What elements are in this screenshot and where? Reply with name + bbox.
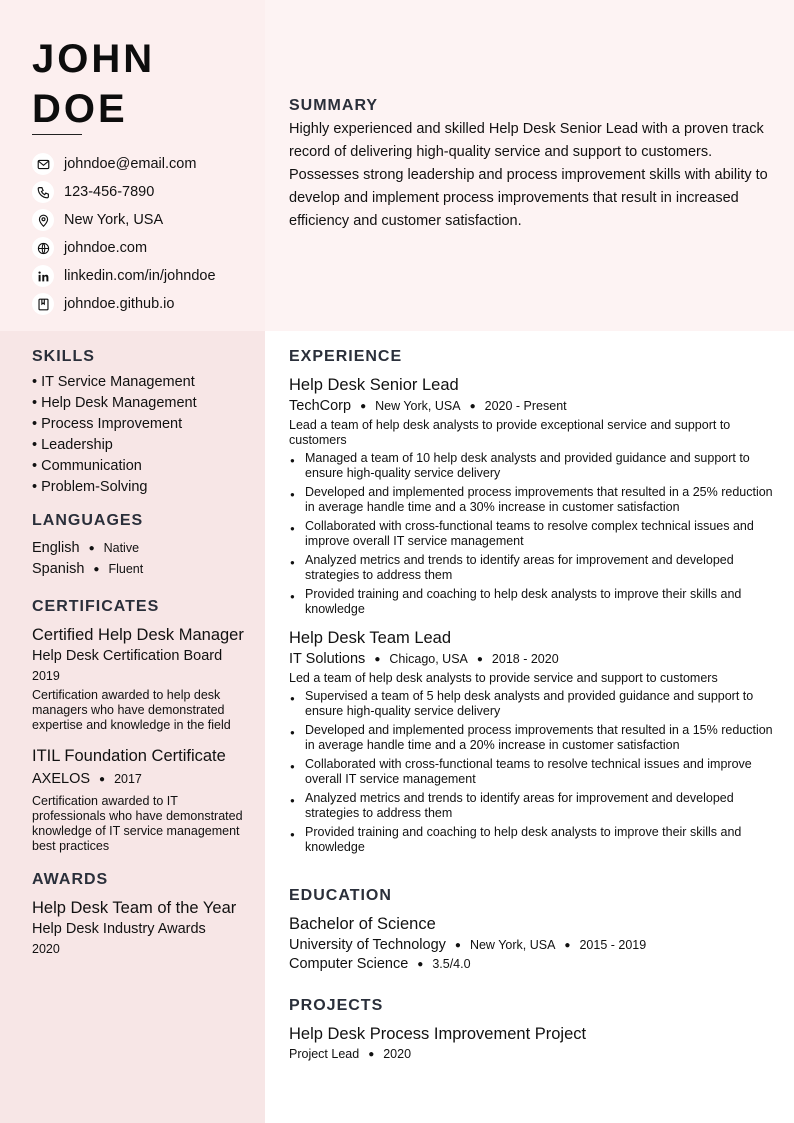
skill-item: • Communication <box>32 458 142 474</box>
certificate-issuer: AXELOS <box>32 771 91 787</box>
job-bullets <box>289 689 773 855</box>
sidebar-content <box>32 348 247 957</box>
certificate-year: 2019 <box>32 669 60 683</box>
job-bullets <box>289 451 773 617</box>
skill-item: • IT Service Management <box>32 374 195 390</box>
certificate-desc: Certification awarded to IT professionals who have demonstrated knowledge of IT service management best practices <box>32 794 243 853</box>
contact-linkedin-text: linkedin.com/in/johndoe <box>64 268 216 284</box>
contact-website-text: johndoe.com <box>64 240 148 256</box>
contact-website[interactable] <box>32 234 262 262</box>
award-title: Help Desk Team of the Year <box>32 899 237 917</box>
languages-title: LANGUAGES <box>32 512 144 529</box>
summary-section <box>289 97 773 233</box>
language-name: Spanish <box>32 561 85 577</box>
job-dates: 2018 - 2020 <box>491 652 559 666</box>
experience-title: EXPERIENCE <box>289 348 403 365</box>
contact-github[interactable] <box>32 290 262 318</box>
experience-section <box>289 348 773 859</box>
certificate-year: 2017 <box>114 772 142 786</box>
phone-icon <box>32 181 54 203</box>
certificate-item <box>32 746 247 854</box>
separator-dot: ● <box>88 543 95 554</box>
linkedin-icon <box>32 265 54 287</box>
separator-dot: ● <box>417 958 424 970</box>
job-bullet: ● Developed and implemented process improvements that resulted in a 15% reduction in average handle time and a 20% increase in customer satisfaction <box>289 723 773 753</box>
award-item <box>32 898 247 957</box>
contact-location-text: New York, USA <box>64 212 164 228</box>
separator-dot: ● <box>476 653 483 665</box>
job-bullet: ● Managed a team of 10 help desk analysts and provided guidance and support to ensure high-quality service delivery <box>289 451 773 481</box>
job-title: Help Desk Senior Lead <box>289 376 459 394</box>
github-icon <box>32 293 54 315</box>
education-meta <box>289 937 773 953</box>
job-item <box>289 628 773 855</box>
job-item <box>289 375 773 617</box>
project-year: 2020 <box>383 1047 412 1061</box>
job-location: New York, USA <box>375 399 461 413</box>
job-bullet: ● Supervised a team of 5 help desk analysts and provided guidance and support to ensure high-quality service delivery <box>289 689 773 719</box>
summary-title: SUMMARY <box>289 97 379 114</box>
contact-email[interactable] <box>32 150 262 178</box>
separator-dot: ● <box>564 939 571 951</box>
job-bullet: ● Provided training and coaching to help desk analysts to improve their skills and knowledge <box>289 825 773 855</box>
job-bullet: ● Collaborated with cross-functional teams to resolve complex technical issues and improve overall IT service management <box>289 519 773 549</box>
job-company: TechCorp <box>289 398 352 414</box>
language-item <box>32 538 247 559</box>
skill-item: • Problem-Solving <box>32 479 148 495</box>
mail-icon <box>32 153 54 175</box>
location-icon <box>32 209 54 231</box>
education-school: University of Technology <box>289 937 446 953</box>
education-title: EDUCATION <box>289 887 392 904</box>
candidate-name <box>32 34 252 134</box>
job-meta <box>289 651 773 667</box>
awards-title: AWARDS <box>32 871 109 888</box>
job-bullet: ● Provided training and coaching to help desk analysts to improve their skills and knowledge <box>289 587 773 617</box>
award-issuer: Help Desk Industry Awards <box>32 921 206 937</box>
contact-location <box>32 206 262 234</box>
first-name: JOHN <box>32 37 156 81</box>
contact-list <box>32 150 262 318</box>
name-divider <box>32 134 82 135</box>
separator-dot: ● <box>374 653 381 665</box>
contact-email-text: johndoe@email.com <box>64 156 197 172</box>
contact-phone[interactable] <box>32 178 262 206</box>
education-gpa: 3.5/4.0 <box>432 957 471 971</box>
skills-title: SKILLS <box>32 348 95 365</box>
education-location: New York, USA <box>469 938 556 952</box>
job-company: IT Solutions <box>289 651 366 667</box>
skill-item: • Process Improvement <box>32 416 183 432</box>
language-name: English <box>32 540 80 556</box>
separator-dot: ● <box>454 939 461 951</box>
projects-title: PROJECTS <box>289 997 384 1014</box>
separator-dot: ● <box>469 400 476 412</box>
job-location: Chicago, USA <box>389 652 468 666</box>
education-degree: Bachelor of Science <box>289 915 436 933</box>
education-field-row <box>289 956 773 972</box>
certificate-issuer: Help Desk Certification Board <box>32 648 223 664</box>
contact-phone-text: 123-456-7890 <box>64 184 155 200</box>
job-meta <box>289 398 773 414</box>
job-bullet: ● Analyzed metrics and trends to identify areas for improvement and developed strategies to address them <box>289 791 773 821</box>
languages-list <box>32 538 247 580</box>
contact-linkedin[interactable] <box>32 262 262 290</box>
job-bullet: ● Analyzed metrics and trends to identify areas for improvement and developed strategies to address them <box>289 553 773 583</box>
skill-item: • Help Desk Management <box>32 395 197 411</box>
job-desc: Led a team of help desk analysts to provide service and support to customers <box>289 671 718 685</box>
language-level: Native <box>103 541 140 555</box>
contact-github-text: johndoe.github.io <box>64 296 175 312</box>
skills-list <box>32 372 247 498</box>
project-meta <box>289 1047 773 1061</box>
language-level: Fluent <box>108 562 144 576</box>
job-title: Help Desk Team Lead <box>289 629 452 647</box>
projects-section <box>289 997 773 1061</box>
certificate-title: Certified Help Desk Manager <box>32 626 244 644</box>
skill-item: • Leadership <box>32 437 113 453</box>
certificate-title: ITIL Foundation Certificate <box>32 747 226 765</box>
education-field: Computer Science <box>289 956 409 972</box>
certificates-title: CERTIFICATES <box>32 598 160 615</box>
certificate-meta <box>32 769 247 790</box>
job-bullet: ● Developed and implemented process improvements that resulted in a 25% reduction in average handle time and a 30% increase in customer satisfaction <box>289 485 773 515</box>
certificate-desc: Certification awarded to help desk managers who have demonstrated expertise and knowledge in the field <box>32 688 231 732</box>
education-section <box>289 887 773 972</box>
award-year: 2020 <box>32 942 60 956</box>
separator-dot: ● <box>93 564 100 575</box>
language-item <box>32 559 247 580</box>
last-name: DOE <box>32 87 128 131</box>
job-dates: 2020 - Present <box>484 399 567 413</box>
separator-dot: ● <box>368 1048 375 1060</box>
project-role: Project Lead <box>289 1047 360 1061</box>
certificate-item <box>32 625 247 733</box>
project-title: Help Desk Process Improvement Project <box>289 1025 587 1043</box>
separator-dot: ● <box>99 774 106 785</box>
separator-dot: ● <box>360 400 367 412</box>
job-bullet: ● Collaborated with cross-functional teams to resolve technical issues and improve overall IT service management <box>289 757 773 787</box>
job-desc: Lead a team of help desk analysts to provide exceptional service and support to customers <box>289 418 731 447</box>
globe-icon <box>32 237 54 259</box>
summary-text: Highly experienced and skilled Help Desk Senior Lead with a proven track record of delivering high-quality service and support to customers. Possesses strong leadership and process improvement skills with ability to develop and implement process improvements that result in increased efficiency and customer satisfaction. <box>289 121 768 229</box>
education-dates: 2015 - 2019 <box>579 938 647 952</box>
